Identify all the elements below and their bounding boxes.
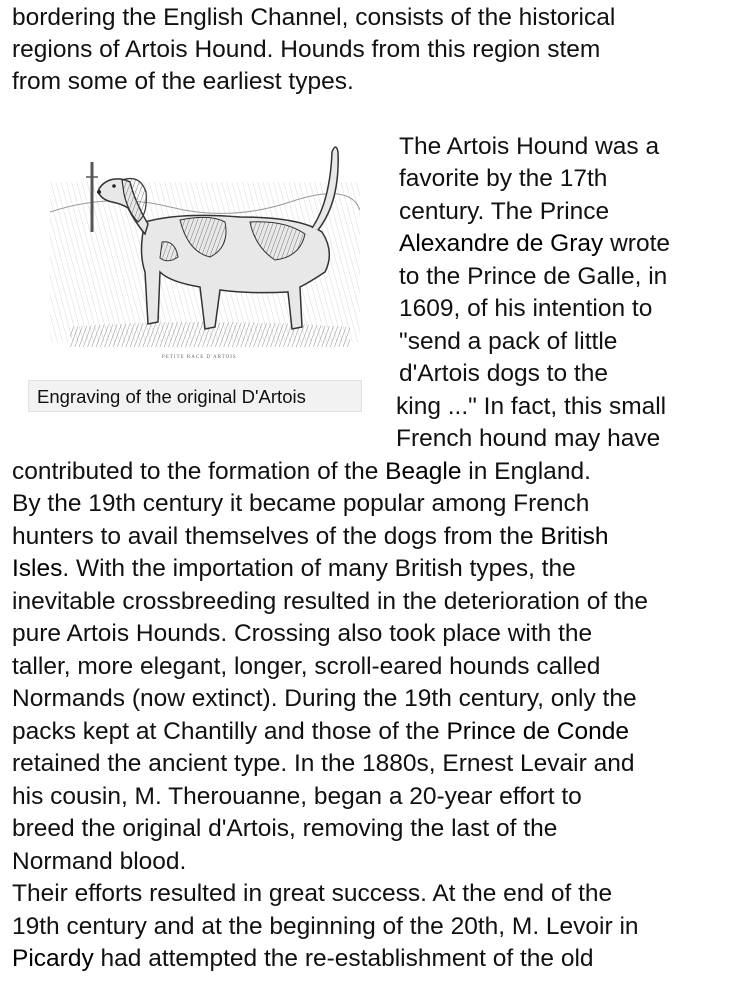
paragraph-line <box>12 618 592 650</box>
text-run: had attempted the re-establishment of the old <box>93 945 594 972</box>
alexandre-de-gray-link[interactable]: Alexandre de Gray <box>399 230 604 257</box>
paragraph-line <box>12 456 591 488</box>
paragraph-line <box>399 196 609 228</box>
paragraph-line <box>12 716 629 748</box>
text-run: Their efforts resulted in great success. At the end of the <box>12 880 613 907</box>
paragraph-line <box>12 846 186 878</box>
text-run: to the Prince de Galle, in <box>399 263 668 290</box>
text-run: taller, more elegant, longer, scroll-eared hounds called <box>12 653 601 680</box>
paragraph-line <box>396 423 660 455</box>
text-run: inevitable crossbreeding resulted in the deterioration of the <box>12 588 649 615</box>
text-run: in England. <box>461 458 591 485</box>
prince-de-conde-link[interactable]: Prince de Conde <box>446 718 629 745</box>
plate-label: PETITE RACE D'ARTOIS <box>162 355 237 360</box>
text-run: bordering the English Channel, consists of the historical <box>12 4 616 31</box>
text-run: . With the importation of many British types, the <box>62 555 576 582</box>
text-run: French hound may have <box>396 425 661 452</box>
paragraph-line <box>396 391 666 423</box>
paragraph-line <box>399 163 607 195</box>
paragraph-line <box>399 228 670 260</box>
text-run: century. The Prince <box>399 198 610 225</box>
text-run: "send a pack of little <box>399 328 618 355</box>
figure-caption: Engraving of the original D'Artois <box>37 386 306 407</box>
text-run: favorite by the 17th <box>399 165 608 192</box>
paragraph-line <box>12 66 354 98</box>
paragraph-line <box>12 781 582 813</box>
text-run: Normands (now extinct). During the 19th century, only the <box>12 685 637 712</box>
paragraph-line <box>12 813 557 845</box>
paragraph-line <box>399 261 667 293</box>
paragraph-line <box>399 131 659 163</box>
dog-engraving-image <box>50 122 360 372</box>
text-run: breed the original d'Artois, removing the last of the <box>12 815 558 842</box>
paragraph-line <box>12 2 615 34</box>
paragraph-line <box>12 586 648 618</box>
british-isles-link-cont[interactable]: Isles <box>12 555 63 582</box>
paragraph-line <box>12 34 600 66</box>
text-run: 19th century and at the beginning of the 20th, M. Levoir in <box>12 913 639 940</box>
figure-caption-box <box>28 380 362 412</box>
paragraph-line <box>12 748 634 780</box>
text-run: regions of Artois Hound. Hounds from this region stem <box>12 36 601 63</box>
text-run: hunters to avail themselves of the dogs from the <box>12 523 541 550</box>
picardy-link[interactable]: Picardy <box>12 945 94 972</box>
paragraph-line <box>12 683 637 715</box>
paragraph-line <box>12 651 600 683</box>
text-run: 1609, of his intention to <box>399 295 653 322</box>
text-run: pure Artois Hounds. Crossing also took place with the <box>12 620 593 647</box>
text-run: from some of the earliest types. <box>12 68 354 95</box>
british-isles-link[interactable]: British <box>540 523 609 550</box>
paragraph-line <box>12 911 639 943</box>
text-run: contributed to the formation of the <box>12 458 386 485</box>
paragraph-line <box>12 943 594 975</box>
dartois-engraving-figure <box>28 122 364 422</box>
text-run: his cousin, M. Therouanne, began a 20-year effort to <box>12 783 582 810</box>
paragraph-line <box>12 521 608 553</box>
paragraph-line <box>12 488 589 520</box>
text-run: packs kept at Chantilly and those of the <box>12 718 447 745</box>
paragraph-line <box>12 878 612 910</box>
paragraph-line <box>12 553 576 585</box>
paragraph-line <box>399 326 617 358</box>
text-run: By the 19th century it became popular among French <box>12 490 590 517</box>
text-run: Normand blood. <box>12 848 187 875</box>
text-run: The Artois Hound was a <box>399 133 660 160</box>
text-run: retained the ancient type. In the 1880s, Ernest Levair and <box>12 750 635 777</box>
paragraph-line <box>399 293 652 325</box>
text-run: d'Artois dogs to the <box>399 360 608 387</box>
text-run: king ..." In fact, this small <box>396 393 667 420</box>
text-run: wrote <box>603 230 670 257</box>
beagle-link[interactable]: Beagle <box>385 458 462 485</box>
paragraph-line <box>399 358 608 390</box>
